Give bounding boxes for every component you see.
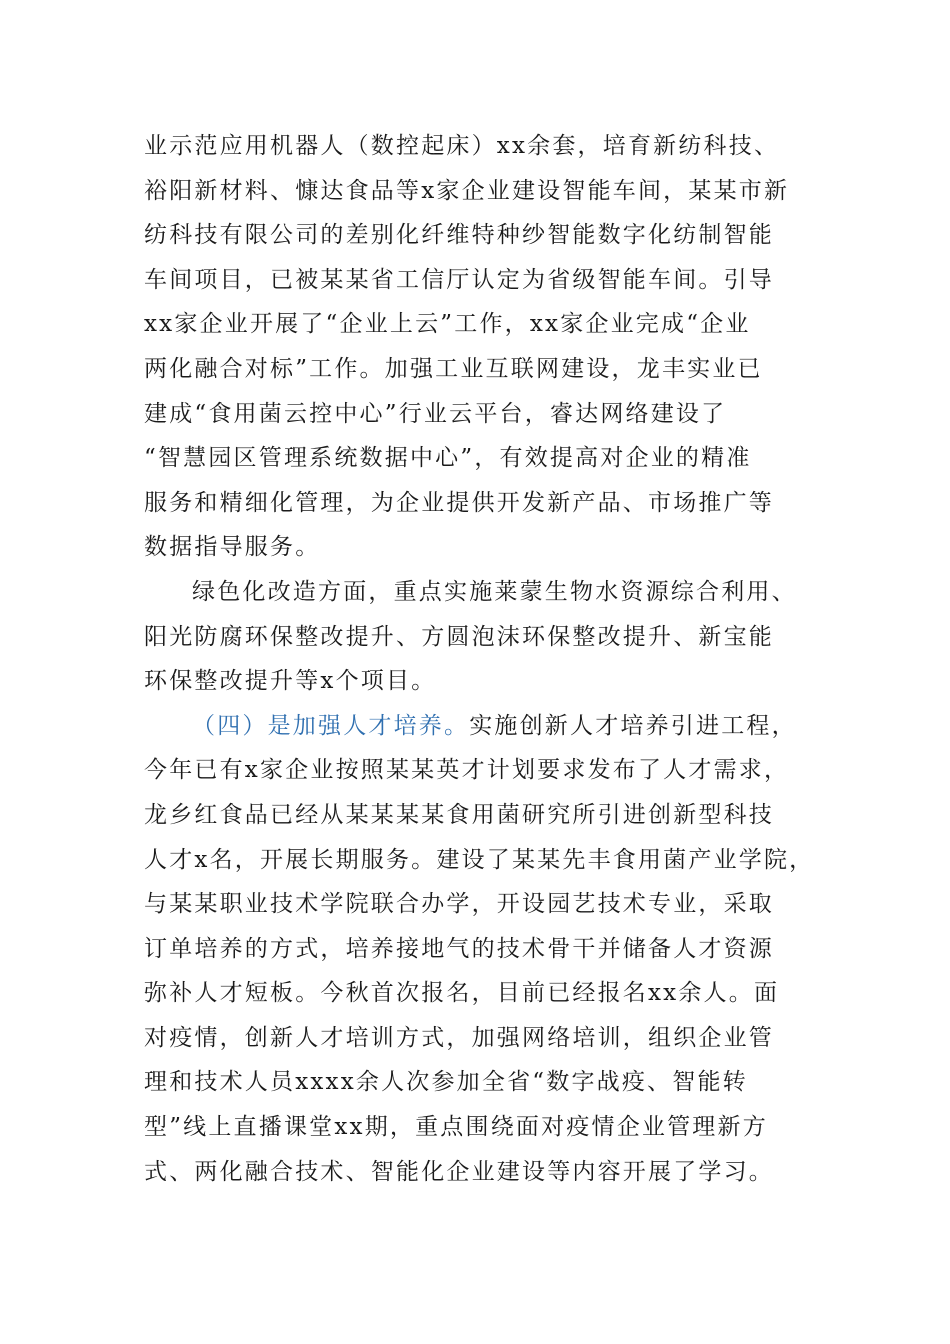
text-line: “智慧园区管理系统数据中心”，有效提高对企业的精准 bbox=[144, 445, 752, 472]
text-line: 业示范应用机器人（数控起床）xx余套，培育新纺科技、 bbox=[144, 133, 780, 159]
text-line: 建成“食用菌云控中心”行业云平台，睿达网络建设了 bbox=[144, 400, 727, 427]
text-line: 今年已有x家企业按照某某英才计划要求发布了人才需求， bbox=[144, 757, 790, 784]
text-line: 弥补人才短板。今秋首次报名，目前已经报名xx余人。面 bbox=[144, 980, 780, 1007]
text-line: 型”线上直播课堂xx期，重点围绕面对疫情企业管理新方 bbox=[144, 1114, 768, 1141]
paragraph-intelligent-manufacturing bbox=[144, 124, 808, 570]
text-line: 与某某职业技术学院联合办学，开设园艺技术专业，采取 bbox=[144, 891, 774, 918]
text-line: 裕阳新材料、慷达食品等x家企业建设智能车间，某某市新 bbox=[144, 177, 790, 204]
text-line: 龙乡红食品已经从某某某某食用菌研究所引进创新型科技 bbox=[144, 801, 774, 828]
text-line: 订单培养的方式，培养接地气的技术骨干并储备人才资源 bbox=[144, 935, 774, 962]
text-line: 理和技术人员xxxx余人次参加全省“数字战疫、智能转 bbox=[144, 1069, 748, 1096]
document-body bbox=[144, 124, 815, 1194]
text-line: 绿色化改造方面，重点实施莱蒙生物水资源综合利用、 bbox=[192, 578, 797, 605]
text-line: xx家企业开展了“企业上云”工作，xx家企业完成“企业 bbox=[144, 311, 751, 338]
section-heading: （四）是加强人才培养。 bbox=[192, 712, 470, 739]
text-line: 车间项目，已被某某省工信厅认定为省级智能车间。引导 bbox=[144, 266, 774, 293]
text-line: 阳光防腐环保整改提升、方圆泡沫环保整改提升、新宝能 bbox=[144, 623, 774, 650]
text-line bbox=[144, 704, 808, 749]
paragraph-green-transformation bbox=[144, 570, 808, 704]
text-line: 数据指导服务。 bbox=[144, 534, 321, 561]
text-line: 对疫情，创新人才培训方式，加强网络培训，组织企业管 bbox=[144, 1024, 774, 1051]
text-line: 两化融合对标”工作。加强工业互联网建设，龙丰实业已 bbox=[144, 355, 763, 382]
text-line: 服务和精细化管理，为企业提供开发新产品、市场推广等 bbox=[144, 489, 774, 516]
text-line: 纺科技有限公司的差别化纤维特种纱智能数字化纺制智能 bbox=[144, 222, 774, 249]
section-heading-continuation: 实施创新人才培养引进工程， bbox=[469, 712, 797, 739]
text-line: 环保整改提升等x个项目。 bbox=[144, 668, 437, 695]
paragraph-talent-training bbox=[144, 704, 815, 1195]
text-line: 式、两化融合技术、智能化企业建设等内容开展了学习。 bbox=[144, 1158, 774, 1185]
text-line: 人才x名，开展长期服务。建设了某某先丰食用菌产业学院， bbox=[144, 846, 815, 873]
